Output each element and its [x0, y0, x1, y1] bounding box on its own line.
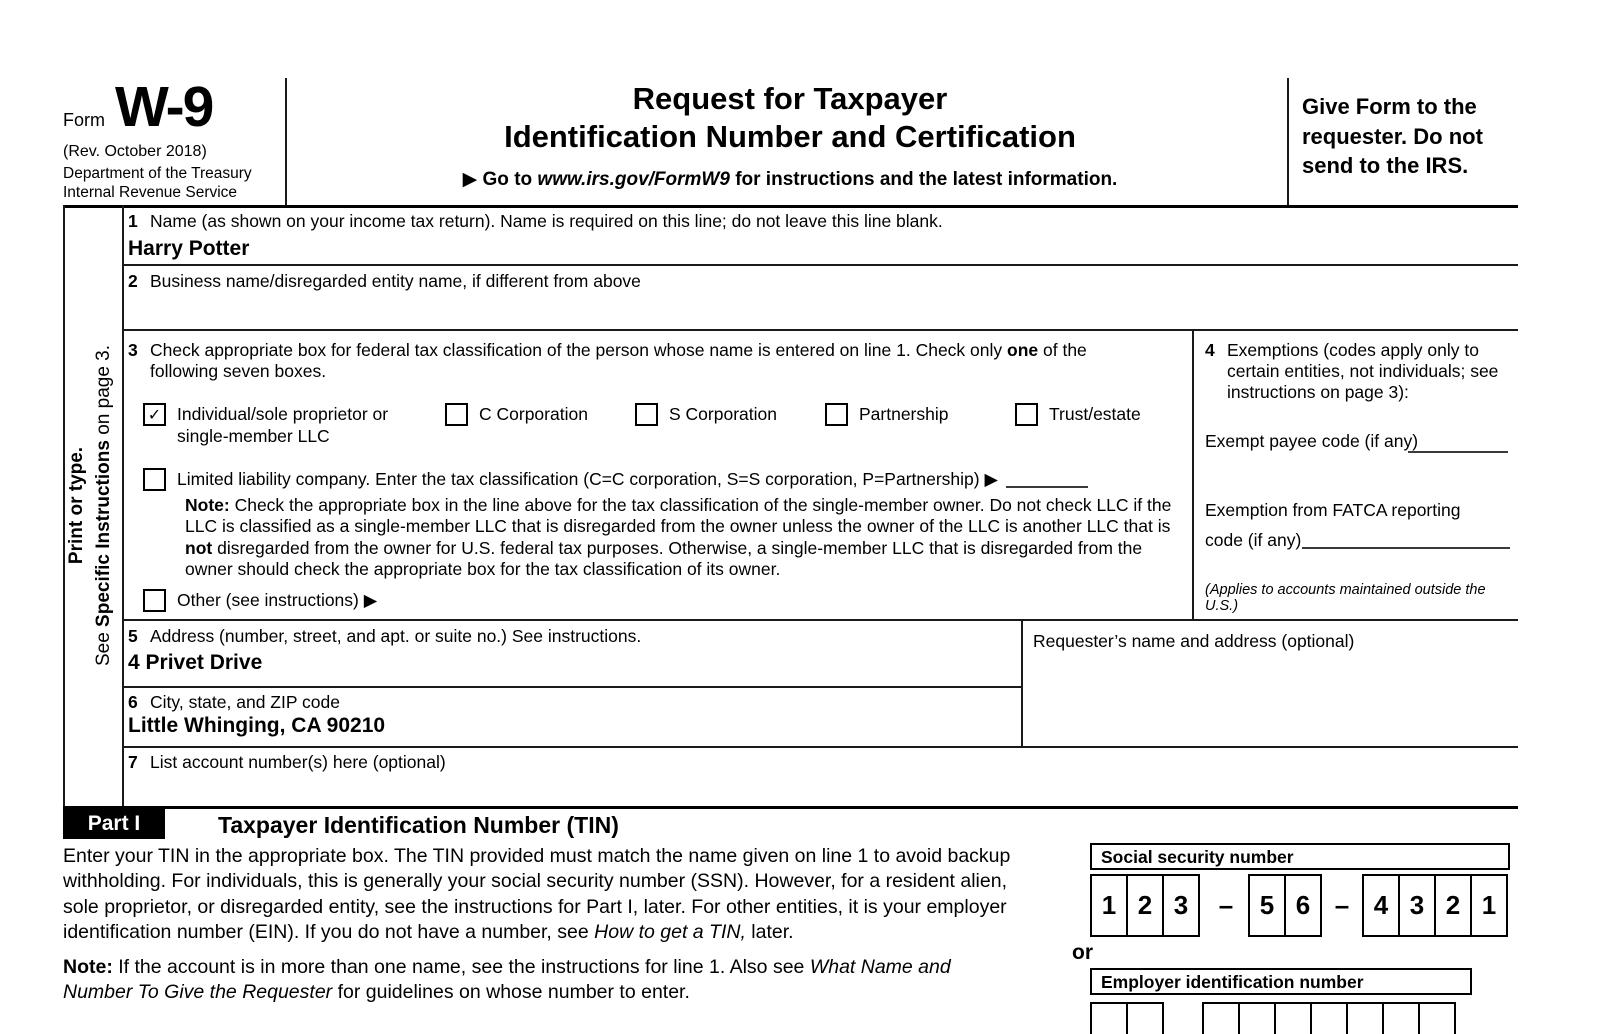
- exempt-payee-blank[interactable]: [1408, 433, 1508, 453]
- header-bottom-rule: [63, 205, 1518, 208]
- department-line2: Internal Revenue Service: [63, 183, 238, 201]
- llc-checkbox[interactable]: [143, 468, 166, 491]
- header-divider-right: [1287, 78, 1289, 205]
- row5-divider: [122, 686, 1021, 688]
- ssn-group-3: [1362, 874, 1508, 937]
- row1-divider: [122, 264, 1518, 266]
- exempt-payee-label: Exempt payee code (if any): [1205, 431, 1419, 451]
- checkbox-c-corporation[interactable]: [445, 403, 588, 426]
- line2-label: 2 Business name/disregarded entity name, if different from above: [128, 271, 641, 291]
- fatca-label: Exemption from FATCA reporting code (if any): [1205, 500, 1461, 550]
- c-corp-checkbox[interactable]: [445, 403, 468, 426]
- sidebar-line1: Print or type.: [66, 446, 87, 565]
- ssn-digit-box[interactable]: 2: [1434, 874, 1472, 937]
- line6-city-value[interactable]: Little Whinging, CA 90210: [128, 714, 386, 737]
- form-title-line1: Request for Taxpayer: [632, 81, 948, 116]
- row6-divider: [122, 746, 1518, 748]
- ein-digit-box[interactable]: [1310, 1002, 1348, 1034]
- line3-label: 3 Check appropriate box for federal tax classification of the person whose name is entered on line 1. Check only one of the following seven boxes.: [128, 340, 1087, 381]
- checkbox-individual-sole-proprietor[interactable]: [143, 403, 422, 447]
- line6-label: 6 City, state, and ZIP code: [128, 692, 341, 712]
- part1-instructions: [63, 844, 1023, 1005]
- individual-label: Individual/sole proprietor or single-member LLC: [177, 404, 389, 446]
- line4-label: 4 Exemptions (codes apply only to certain entities, not individuals; see instructions on page 3):: [1205, 340, 1499, 402]
- checkbox-trust-estate[interactable]: [1015, 403, 1141, 426]
- give-form-note: Give Form to the requester. Do not send to the IRS.: [1302, 94, 1483, 178]
- ein-digit-box[interactable]: [1090, 1002, 1128, 1034]
- line3-section: [122, 331, 1192, 619]
- arrow-icon: ▶ Go to: [462, 169, 538, 190]
- department-line1: Department of the Treasury: [63, 165, 252, 182]
- ein-digit-box[interactable]: [1346, 1002, 1384, 1034]
- ein-group-2: [1202, 1002, 1456, 1034]
- trust-estate-label: Trust/estate: [1049, 404, 1141, 424]
- llc-label: Limited liability company. Enter the tax classification (C=C corporation, S=S corporation, P=Partnership) ▶: [177, 469, 998, 489]
- individual-checkbox[interactable]: [143, 403, 166, 426]
- irs-url: www.irs.gov/FormW9: [537, 169, 730, 190]
- ein-label-box: Employer identification number: [1090, 968, 1472, 995]
- llc-classification-blank[interactable]: [1006, 468, 1088, 488]
- part1-top-rule: [63, 806, 1518, 809]
- line2-business-name-value[interactable]: [128, 297, 1508, 325]
- other-checkbox[interactable]: [143, 589, 166, 612]
- ssn-digit-box[interactable]: 3: [1398, 874, 1436, 937]
- part1-title: Taxpayer Identification Number (TIN): [218, 812, 619, 838]
- c-corp-label: C Corporation: [479, 404, 588, 424]
- line7-label: 7 List account number(s) here (optional): [128, 752, 446, 772]
- ein-digit-box[interactable]: [1418, 1002, 1456, 1034]
- trust-estate-checkbox[interactable]: [1015, 403, 1038, 426]
- part1-paragraph1: Enter your TIN in the appropriate box. The TIN provided must match the name given on line 1 to avoid backup withholding. For individuals, this is generally your social security number (SSN). However, for a resident alien, sole proprietor, or disregarded entity, see the instructions for Part I, later. For other entities, it is your employer identification number (EIN). If you do not have a number, see How to get a TIN, later.: [63, 845, 1011, 944]
- requester-label: Requester’s name and address (optional): [1033, 631, 1355, 651]
- ein-group-1: [1090, 1002, 1164, 1034]
- checkbox-s-corporation[interactable]: [635, 403, 777, 426]
- checkbox-other[interactable]: [143, 589, 377, 612]
- form-title-block: [293, 80, 1287, 191]
- requester-value[interactable]: [1033, 659, 1503, 739]
- applies-note: (Applies to accounts maintained outside the U.S.): [1205, 582, 1486, 614]
- goto-suffix: for instructions and the latest information.: [729, 169, 1118, 190]
- form-id-block: [63, 74, 283, 202]
- ein-digit-box[interactable]: [1382, 1002, 1420, 1034]
- ein-digit-box[interactable]: [1274, 1002, 1312, 1034]
- ein-digit-box[interactable]: [1126, 1002, 1164, 1034]
- header-divider-left: [285, 78, 287, 205]
- ein-digit-box[interactable]: [1238, 1002, 1276, 1034]
- line4-section: [1192, 331, 1518, 619]
- ssn-digit-box[interactable]: 6: [1284, 874, 1322, 937]
- ssn-digit-box[interactable]: 4: [1362, 874, 1400, 937]
- form-word: Form: [63, 110, 105, 130]
- checkbox-llc[interactable]: [143, 468, 1088, 491]
- form-title-line2: Identification Number and Certification: [504, 119, 1076, 154]
- sidebar-line2: See Specific Instructions on page 3.: [93, 344, 114, 667]
- ein-digit-box[interactable]: [1202, 1002, 1240, 1034]
- line3-note: Note: Check the appropriate box in the line above for the tax classification of the single-member owner. Do not check LLC if the LLC is classified as a single-member LLC that is disregarded from the owner unless the owner of the LLC is another LLC that is not disregarded from the owner for U.S. federal tax purposes. Otherwise, a single-member LLC that is disregarded from the owner should check the appropriate box for the tax classification of its owner.: [185, 495, 1172, 579]
- ssn-digit-box[interactable]: 1: [1090, 874, 1128, 937]
- ssn-digit-box[interactable]: 5: [1248, 874, 1286, 937]
- ssn-group-1: [1090, 874, 1200, 937]
- part1-badge: Part I: [63, 809, 165, 839]
- sidebar-print-or-type: [63, 205, 122, 806]
- ssn-digit-box[interactable]: 1: [1470, 874, 1508, 937]
- line1-name-value[interactable]: Harry Potter: [128, 237, 250, 260]
- ssn-digit-box[interactable]: 2: [1126, 874, 1164, 937]
- ssn-group-2: [1248, 874, 1322, 937]
- partnership-label: Partnership: [859, 404, 949, 424]
- line1-label: 1 Name (as shown on your income tax return). Name is required on this line; do not leave this line blank.: [128, 211, 943, 231]
- ssn-dash: –: [1334, 890, 1350, 920]
- ssn-label-box: Social security number: [1090, 843, 1510, 870]
- requester-box[interactable]: [1021, 619, 1518, 746]
- or-label: or: [1072, 941, 1093, 964]
- other-label: Other (see instructions) ▶: [177, 590, 378, 610]
- part1-note: Note: If the account is in more than one name, see the instructions for line 1. Also see What Name and Number To Give the Requester for guidelines on whose number to enter.: [63, 955, 951, 1004]
- fatca-blank[interactable]: [1302, 529, 1510, 549]
- checkbox-partnership[interactable]: [825, 403, 949, 426]
- form-revision: (Rev. October 2018): [63, 143, 207, 160]
- ssn-dash: –: [1218, 890, 1234, 920]
- line5-address-value[interactable]: 4 Privet Drive: [128, 651, 263, 674]
- ssn-digit-box[interactable]: 3: [1162, 874, 1200, 937]
- partnership-checkbox[interactable]: [825, 403, 848, 426]
- form-left-border: [63, 205, 65, 806]
- line5-label: 5 Address (number, street, and apt. or suite no.) See instructions.: [128, 626, 642, 646]
- form-number: W-9: [115, 75, 213, 139]
- s-corp-checkbox[interactable]: [635, 403, 658, 426]
- s-corp-label: S Corporation: [669, 404, 777, 424]
- line7-account-value[interactable]: [560, 752, 1500, 796]
- goto-instructions: [293, 168, 1287, 191]
